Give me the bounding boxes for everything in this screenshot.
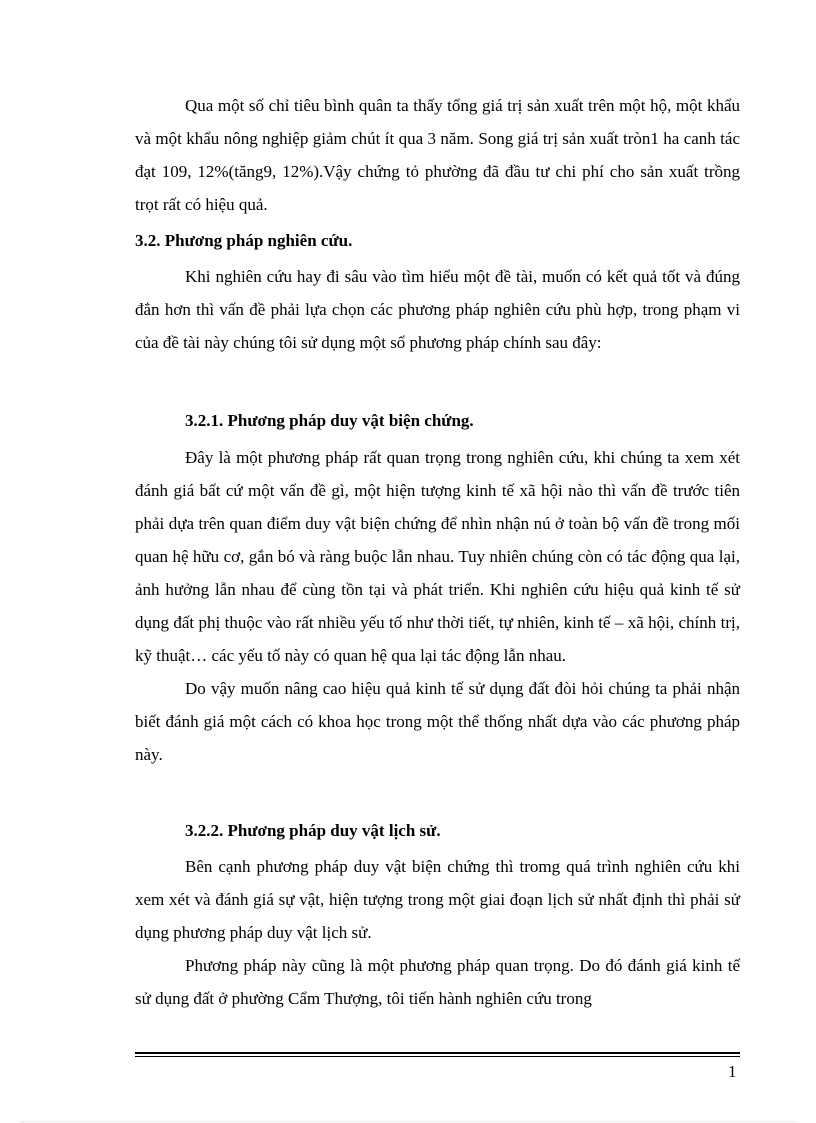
paragraph-historical-2: Phương pháp này cũng là một phương pháp quan trọng. Do đó đánh giá kinh tế sử dụng đất ở phường Cẩm Thượng, tôi tiến hành nghiên cứu trong xyxy=(135,956,740,1008)
paragraph-dialectical-2: Do vậy muốn nâng cao hiệu quả kinh tế sử dụng đất đòi hỏi chúng ta phải nhận biết đánh giá một cách có khoa học trong một thể thống nhất dựa vào các phương pháp này. xyxy=(135,679,740,764)
page-number: 1 xyxy=(728,1062,737,1081)
paragraph-intro: Qua một số chỉ tiêu bình quân ta thấy tổng giá trị sản xuất trên một hộ, một khẩu và một khẩu nông nghiệp giảm chút ít qua 3 năm. Song giá trị sản xuất tròn1 ha canh tác đạt 109, 12%(tăng9, 12%).Vậy chứng tỏ phường đã đầu tư chi phí cho sản xuất trồng trọt rất có hiệu quả. xyxy=(135,96,740,214)
paragraph-block xyxy=(135,89,740,221)
footer-rule xyxy=(135,1052,740,1054)
section-heading-3-2: 3.2. Phương pháp nghiên cứu. xyxy=(135,231,353,250)
footer-rule-thin xyxy=(135,1056,740,1057)
paragraph-historical-1: Bên cạnh phương pháp duy vật biện chứng thì tromg quá trình nghiên cứu khi xem xét và đánh giá sự vật, hiện tượng trong một giai đoạn lịch sử nhất định thì phải sử dụng phương pháp duy vật lịch sử. xyxy=(135,857,740,942)
paragraph-block xyxy=(135,260,740,359)
page-bottom-border xyxy=(20,1121,796,1122)
paragraph-dialectical-1: Đây là một phương pháp rất quan trọng trong nghiên cứu, khi chúng ta xem xét đánh giá bất cứ một vấn đề gì, một hiện tượng kinh tế xã hội nào thì vấn đề trước tiên phải dựa trên quan điểm duy vật biện chứng để nhìn nhận nú ở toàn bộ vấn đề trong mối quan hệ hữu cơ, gắn bó và ràng buộc lẫn nhau. Tuy nhiên chúng còn có tác động qua lại, ảnh hưởng lẫn nhau để cùng tồn tại và phát triển. Khi nghiên cứu hiệu quả kinh tế sử dụng đất phị thuộc vào rất nhiều yếu tố như thời tiết, tự nhiên, kinh tế – xã hội, chính trị, kỹ thuật… các yếu tố này có quan hệ qua lại tác động lẫn nhau. xyxy=(135,448,740,665)
paragraph-methods-intro: Khi nghiên cứu hay đi sâu vào tìm hiểu một đề tài, muốn có kết quả tốt và đúng đắn hơn thì vấn đề phải lựa chọn các phương pháp nghiên cứu phù hợp, trong phạm vi của đề tài này chúng tôi sử dụng một số phương pháp chính sau đây: xyxy=(135,267,740,352)
subsection-heading-3-2-1: 3.2.1. Phương pháp duy vật biện chứng. xyxy=(185,411,474,430)
subsection-heading-3-2-2: 3.2.2. Phương pháp duy vật lịch sử. xyxy=(185,821,441,840)
paragraph-block xyxy=(135,850,740,1015)
paragraph-block xyxy=(135,441,740,771)
